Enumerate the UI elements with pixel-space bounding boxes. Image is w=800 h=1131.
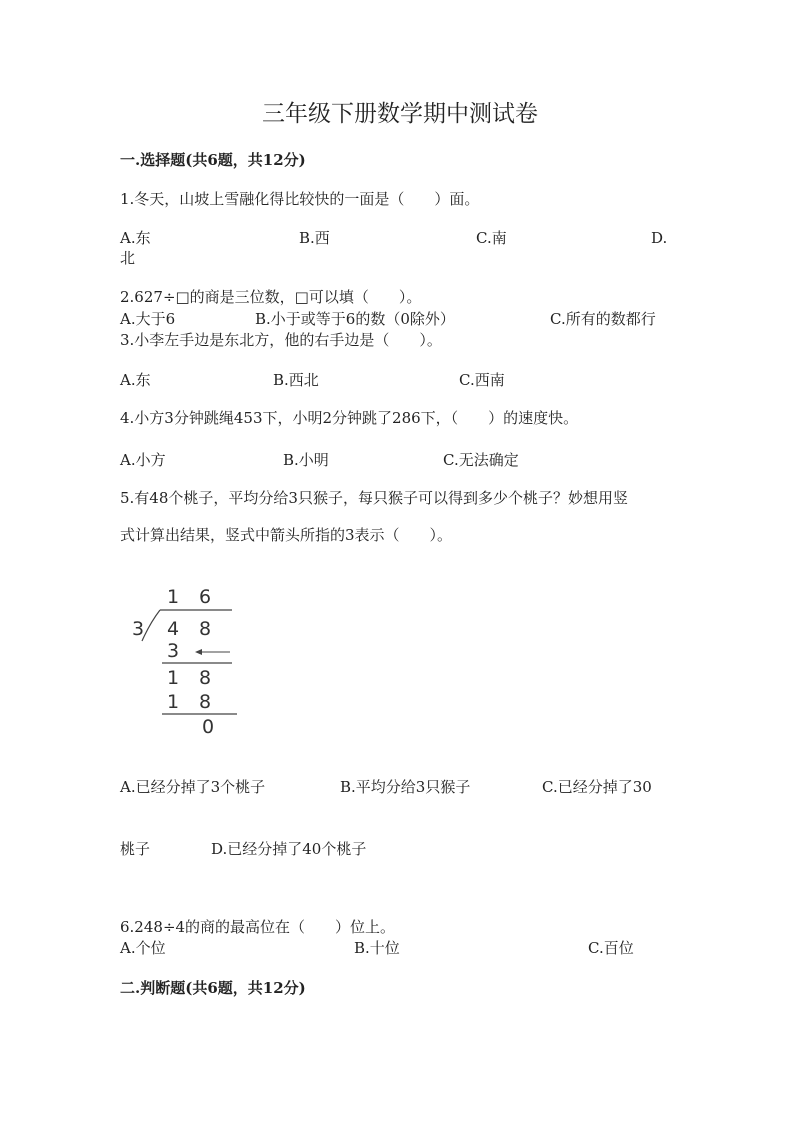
question-5-option-d: D.已经分掉了40个桃子 xyxy=(211,840,367,858)
question-1-option-c: C.南 xyxy=(476,229,507,247)
question-3-stem: 3.小李左手边是东北方，他的右手边是（ ）。 xyxy=(120,331,442,349)
question-2-option-a: A.大于6 xyxy=(120,310,176,328)
division-bracket xyxy=(142,610,160,641)
question-6-option-a: A.个位 xyxy=(120,939,166,957)
quotient-digit-tens: 1 xyxy=(167,586,180,608)
question-1-option-b: B.西 xyxy=(299,229,330,247)
arrow-head-icon xyxy=(195,649,202,655)
dividend-digit-ones: 8 xyxy=(199,618,212,640)
question-6-option-b: B.十位 xyxy=(354,939,400,957)
dividend-digit-tens: 4 xyxy=(167,618,180,640)
question-4-option-b: B.小明 xyxy=(283,451,329,469)
question-2-option-b: B.小于或等于6的数（0除外） xyxy=(255,310,455,328)
step1-digit: 3 xyxy=(167,640,180,662)
question-4-option-c: C.无法确定 xyxy=(443,451,519,469)
question-1-stem: 1.冬天，山坡上雪融化得比较快的一面是（ ）面。 xyxy=(120,190,480,208)
question-5-option-a: A.已经分掉了3个桃子 xyxy=(120,778,266,796)
question-5-stem-line2: 式计算出结果，竖式中箭头所指的3表示（ ）。 xyxy=(120,526,453,544)
divisor: 3 xyxy=(132,618,145,640)
remainder: 0 xyxy=(202,716,215,738)
question-3-option-b: B.西北 xyxy=(273,371,319,389)
question-2-option-c: C.所有的数都行 xyxy=(550,310,656,328)
question-1-option-d: D. xyxy=(651,229,668,247)
step3-digit-tens: 1 xyxy=(167,691,180,713)
question-5-option-c-continued: 桃子 xyxy=(120,840,151,858)
question-5-stem-line1: 5.有48个桃子，平均分给3只猴子，每只猴子可以得到多少个桃子？妙想用竖 xyxy=(120,489,628,507)
question-3-option-a: A.东 xyxy=(120,371,151,389)
page-title: 三年级下册数学期中测试卷 xyxy=(262,101,538,127)
quotient-digit-ones: 6 xyxy=(199,586,212,608)
question-5-option-c: C.已经分掉了30 xyxy=(542,778,652,796)
question-6-option-c: C.百位 xyxy=(588,939,634,957)
step2-digit-tens: 1 xyxy=(167,667,180,689)
question-1-option-a: A.东 xyxy=(120,229,151,247)
question-6-stem: 6.248÷4的商的最高位在（ ）位上。 xyxy=(120,918,396,936)
question-3-option-c: C.西南 xyxy=(459,371,505,389)
question-4-option-a: A.小方 xyxy=(120,451,166,469)
question-4-stem: 4.小方3分钟跳绳453下，小明2分钟跳了286下，（ ）的速度快。 xyxy=(120,409,579,427)
section-heading-true-false: 二.判断题(共6题，共12分) xyxy=(120,979,306,997)
question-5-option-b: B.平均分给3只猴子 xyxy=(340,778,471,796)
step2-digit-ones: 8 xyxy=(199,667,212,689)
long-division-figure xyxy=(120,578,250,738)
step3-digit-ones: 8 xyxy=(199,691,212,713)
question-1-option-d-continued: 北 xyxy=(120,249,136,267)
section-heading-choice: 一.选择题(共6题，共12分) xyxy=(120,151,306,169)
question-2-stem: 2.627÷□的商是三位数，□可以填（ ）。 xyxy=(120,288,422,306)
